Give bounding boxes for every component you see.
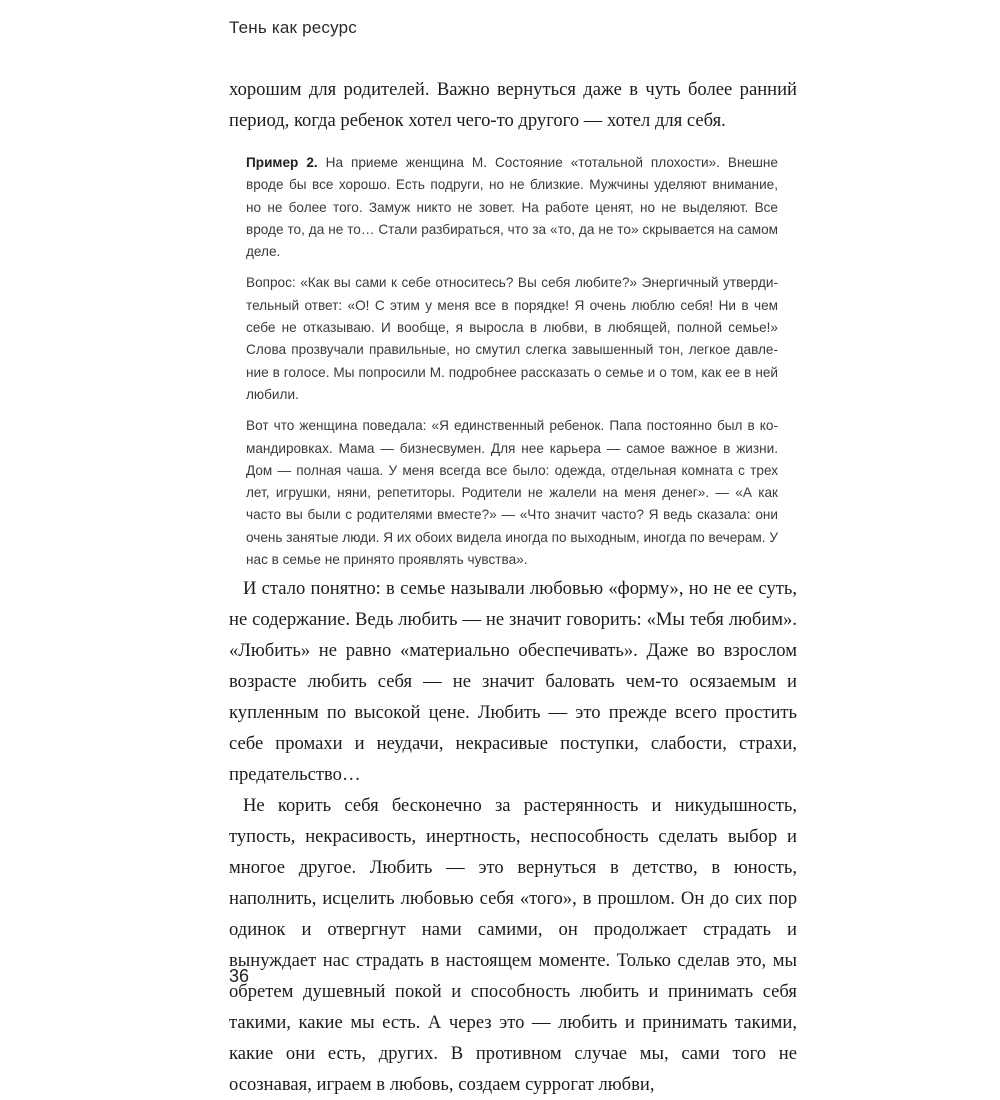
intro-text-block xyxy=(229,74,797,136)
example-box xyxy=(246,152,778,580)
example-paragraph: Вот что женщина поведала: «Я единственный ребенок. Папа постоянно был в командировках. Мама — бизнесвумен. Для нее карьера — самое важное в жизни. Дом — полная чаша. У меня всегда все было: одежда, отдельная комната с трех лет, игрушки, няни, репетиторы. Родители не жалели на меня денег». — «А как часто вы были с родителями вместе?» — «Что значит часто? Я ведь сказала: они очень занятые люди. Я их обоих видела иногда по выходным, иногда по вечерам. У нас в семье не принято проявлять чувства». xyxy=(246,418,778,568)
example-label: Пример 2. xyxy=(246,155,318,170)
conclusion-text-block xyxy=(229,573,797,1100)
example-paragraph-1-text: На приеме женщина М. Состояние «тотальной плохости». Внешне вроде бы все хорошо. Есть подруги, но не близкие. Мужчины уделяют внимание, но не более того. Замуж никто не зовет. На работе ценят, но не выделяют. Все вроде то, да не то… Стали разбираться, что за «то, да не то» скрывается на самом деле. xyxy=(246,155,778,260)
conclusion-paragraph: Не корить себя бесконечно за растерянность и никудышность, тупость, некрасивость, инертность, неспособность сделать выбор и многое другое. Любить — это вернуться в детство, в юность, наполнить, исцелить любовью себя «того», в прошлом. Он до сих пор одинок и отвергнут нами самими, он продолжает страдать и вынуждает нас страдать в настоящем моменте. Только сделав это, мы обретем душевный покой и способность любить и принимать себя такими, какие мы есть. А через это — любить и принимать такими, какие они есть, других. В противном случае мы, сами того не осознавая, играем в любовь, создаем суррогат любви, xyxy=(229,795,797,1095)
running-head-title: Тень как ресурс xyxy=(229,18,357,37)
intro-paragraph: хорошим для родителей. Важно вернуться даже в чуть более ранний период, когда ребенок хотел чего-то другого — хотел для себя. xyxy=(229,79,797,131)
page-number: 36 xyxy=(229,966,250,986)
conclusion-paragraph: И стало понятно: в семье называли любовью «форму», но не ее суть, не содержание. Ведь любить — не значит говорить: «Мы тебя любим». «Любить» не равно «материально обеспечивать». Даже во взрослом возрасте любить себя — не значит баловать чем-то осязаемым и купленным по высокой цене. Любить — это прежде всего простить себе промахи и неудачи, некрасивые поступки, слабости, страхи, предательство… xyxy=(229,578,797,785)
example-paragraph xyxy=(246,152,778,263)
example-paragraph: Вопрос: «Как вы сами к себе относитесь? Вы себя любите?» Энергичный утвердительный ответ: «О! С этим у меня все в порядке! Я очень люблю себя! Ни в чем себе не отказываю. И вообще, я выросла в любви, в любящей, полной семье!» Слова прозвучали правильные, но смутил слегка завышенный тон, легкое давление в голосе. Мы попросили М. подробнее рассказать о семье и о том, как ее в ней любили. xyxy=(246,275,778,402)
